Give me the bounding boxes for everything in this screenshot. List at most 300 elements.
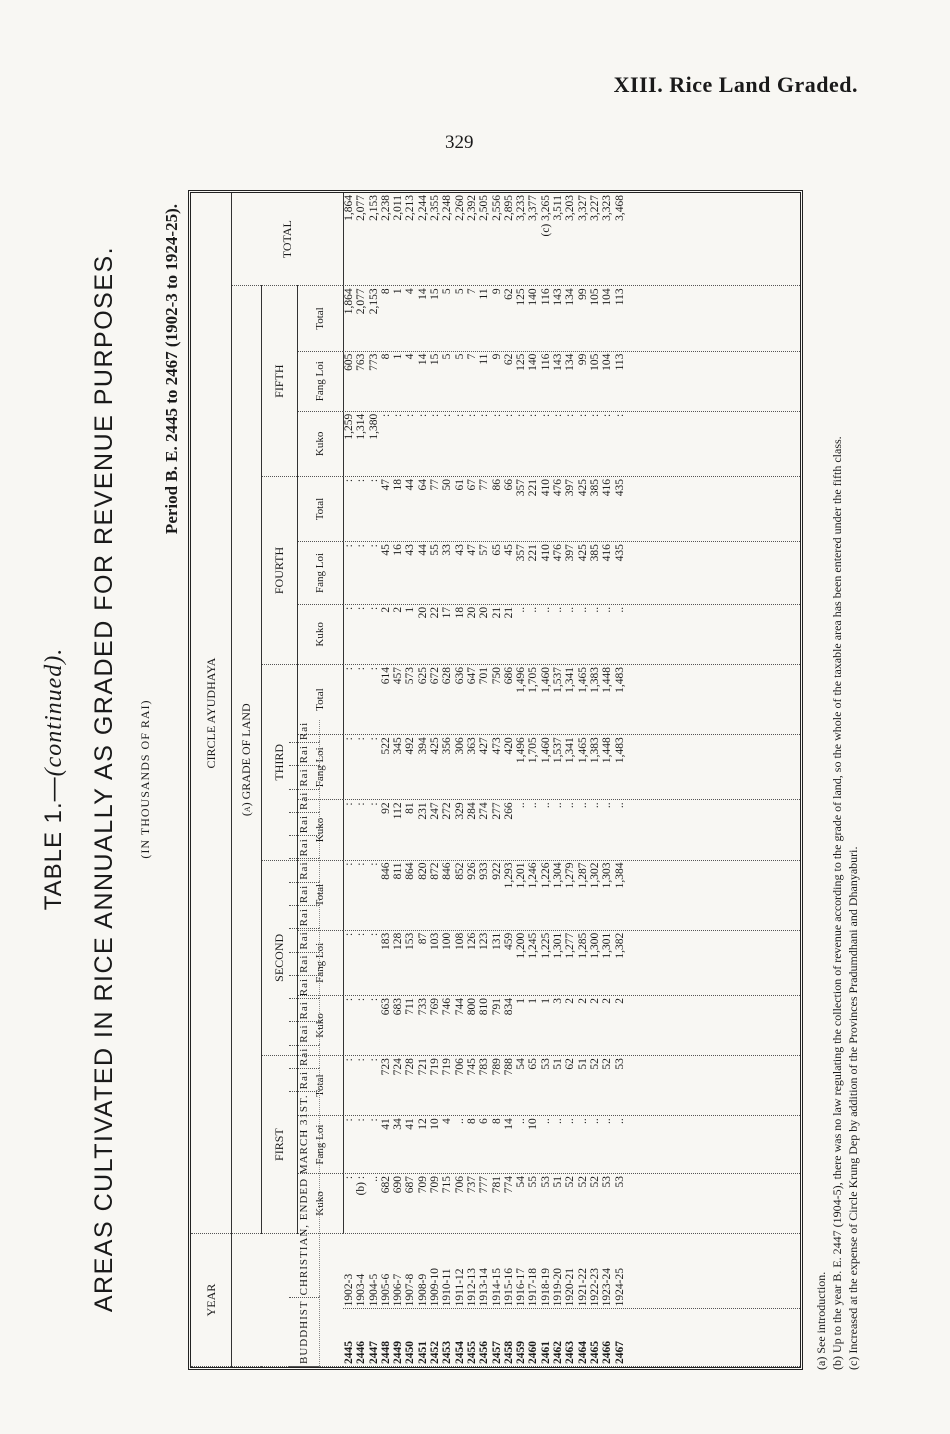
table-cell: 65 [490, 544, 503, 556]
table-cell: 744 [453, 997, 466, 1016]
table-cell: 8 [490, 1118, 503, 1125]
table-cell: 1,304 [552, 862, 565, 889]
table-cell: 2 [613, 997, 626, 1004]
table-cell: 427 [478, 737, 491, 755]
table-cell: 1,465 [576, 737, 589, 764]
column-fourth-total [343, 476, 800, 541]
table-cell: : [416, 413, 429, 417]
table-cell: 2458 [502, 1341, 515, 1364]
unit-label: Rai [289, 859, 320, 882]
table-cell: 87 [416, 932, 429, 945]
table-cell: 140 [527, 353, 540, 371]
column-second-total [343, 860, 800, 930]
table-cell: : [613, 413, 626, 417]
table-cell: 922 [490, 862, 503, 880]
table-cell: : [367, 932, 380, 936]
table-cell: 686 [502, 666, 515, 685]
table-cell: 345 [392, 737, 405, 755]
christian-header: CHRISTIAN, ENDED MARCH 31ST. [289, 1092, 320, 1298]
grade-fourth: FOURTH [261, 476, 297, 664]
table-cell: 6 [478, 1118, 491, 1125]
unit-label: Rai [289, 882, 320, 905]
table-cell: 522 [379, 737, 392, 755]
table-cell: 2,077 [355, 195, 368, 221]
table-cell: 810 [478, 997, 491, 1016]
table-cell: 53 [601, 1175, 614, 1188]
table-cell: 1,226 [539, 862, 552, 889]
table-cell: 104 [601, 353, 614, 371]
table-cell: .. [601, 1118, 614, 1125]
table-cell: 51 [576, 1058, 589, 1070]
column-buddhist [343, 1309, 800, 1367]
footnote-a: (a) See introduction. [814, 1271, 828, 1370]
table-cell: 116 [539, 353, 552, 371]
table-cell: 1,460 [539, 737, 552, 764]
table-cell: 231 [416, 802, 429, 820]
grade-header: (a) GRADE OF LAND [231, 286, 261, 1234]
unit-label: Rai [289, 789, 320, 812]
table-cell: 1,537 [552, 737, 565, 764]
table-cell: 852 [453, 862, 466, 880]
table-cell: 44 [416, 544, 429, 556]
unit-label: Rai [289, 929, 320, 952]
table-cell: 61 [453, 478, 466, 491]
table-cell: 43 [453, 544, 466, 556]
table-cell: 1,341 [564, 737, 577, 764]
section-header: XIII. Rice Land Graded. [613, 72, 858, 97]
table-cell: 247 [429, 802, 442, 820]
table-cell: 1906-7 [392, 1273, 405, 1307]
table-cell: : [588, 413, 601, 417]
table-cell: 1911-12 [453, 1268, 466, 1307]
table-cell: 2 [588, 997, 601, 1004]
table-cell: 53 [613, 1175, 626, 1188]
table-cell: 2446 [355, 1341, 368, 1364]
table-cell: 1,302 [588, 862, 601, 889]
table-cell: .. [576, 802, 589, 809]
table-cell: 1,300 [588, 932, 601, 959]
table-cell: 1,382 [613, 932, 626, 959]
table-cell: .. [515, 1118, 528, 1125]
table-cell: 1,383 [588, 666, 601, 693]
table-cell: 100 [441, 932, 454, 950]
table-cell: 2464 [576, 1341, 589, 1364]
table-cell: .. [367, 1175, 380, 1182]
footnote-b: (b) Up to the year B. E. 2447 (1904-5), there was no law regulating the collection of revenue according to the grade of land, so the whole of the taxable area has been entered under the fifth class. [830, 436, 844, 1370]
table-cell: 22 [429, 606, 442, 619]
table-cell: : [343, 997, 355, 1002]
table-cell: .. [613, 802, 626, 809]
table-cell: : [343, 932, 355, 936]
table-cell: 1,705 [527, 666, 540, 693]
table-cell: 721 [416, 1058, 429, 1076]
table-cell: 2449 [392, 1341, 405, 1364]
table-cell: 105 [588, 353, 601, 371]
table-cell: 1,483 [613, 737, 626, 764]
table-cell: 1,864 [343, 195, 355, 221]
table-cell: .. [588, 802, 601, 809]
table-cell: : [564, 413, 577, 417]
table-cell: 277 [490, 802, 503, 820]
footnotes [814, 190, 862, 1370]
table-cell: 1,314 [355, 413, 368, 440]
table-cell: 1922-23 [588, 1268, 601, 1307]
subcol-first-total: Total [297, 1056, 343, 1116]
table-cell: : [355, 802, 368, 806]
table-cell: 103 [429, 932, 442, 950]
table-cell: (c) 3,265 [539, 195, 552, 237]
table-cell: 1,448 [601, 666, 614, 693]
table-cell: 724 [392, 1058, 405, 1076]
table-cell: 864 [404, 862, 417, 880]
table-cell: 2,248 [441, 195, 454, 221]
column-third-kuko [343, 800, 800, 860]
table-cell: 92 [379, 802, 392, 814]
table-cell: : [392, 413, 405, 417]
table-cell: 701 [478, 666, 491, 685]
table-cell: 573 [404, 666, 417, 685]
table-cell: 385 [588, 544, 601, 562]
unit-label: Rai [289, 1069, 320, 1092]
table-cell: 126 [465, 932, 478, 950]
column-first-total [343, 1056, 800, 1116]
table-cell: 86 [490, 478, 503, 491]
table-cell: 10 [429, 1118, 442, 1130]
table-cell: .. [613, 1118, 626, 1125]
table-cell: 266 [502, 802, 515, 820]
table-cell: 763 [355, 353, 368, 371]
table-cell: 99 [576, 353, 589, 366]
table-cell: 476 [552, 478, 565, 497]
table-cell: 2451 [416, 1341, 429, 1364]
table-cell: : [367, 802, 380, 806]
table-cell: 459 [502, 932, 515, 950]
table-cell: 8 [465, 1118, 478, 1125]
column-second-kuko [343, 995, 800, 1055]
table-cell: 2 [392, 606, 405, 613]
table-cell: .. [539, 802, 552, 809]
table-cell: 492 [404, 737, 417, 755]
column-fifth-fang [343, 351, 800, 411]
table-cell: 723 [379, 1058, 392, 1076]
table-cell: 769 [429, 997, 442, 1016]
table-cell: 11 [478, 288, 491, 300]
table-cell: 1921-22 [576, 1268, 589, 1307]
table-cell: 4 [404, 288, 417, 295]
table-cell: 2452 [429, 1341, 442, 1364]
table-cell: 33 [441, 544, 454, 556]
table-title [40, 164, 68, 1394]
table-cell: 476 [552, 544, 565, 562]
subcol-second-fang-loi: Fang Loi [297, 930, 343, 995]
table-cell: 1,293 [502, 862, 515, 889]
table-cell: 21 [490, 606, 503, 619]
table-cell: 1,465 [576, 666, 589, 693]
table-cell: : [355, 932, 368, 936]
table-cell: : [343, 606, 355, 611]
table-cell: 5 [453, 288, 466, 295]
table-cell: : [490, 413, 503, 417]
table-cell: 2457 [490, 1341, 503, 1364]
table-cell: 55 [429, 544, 442, 556]
column-grand-total [343, 193, 800, 286]
table-cell: : [515, 413, 528, 417]
table-cell: (b) : [355, 1175, 368, 1196]
table-cell: 435 [613, 544, 626, 562]
table-cell: 719 [429, 1058, 442, 1076]
table-cell: .. [588, 606, 601, 613]
table-cell: 62 [502, 353, 515, 366]
unit-label: Rai [289, 720, 320, 743]
table-cell: 2,153 [367, 195, 380, 221]
table-cell: 18 [453, 606, 466, 619]
table-cell: 1 [392, 288, 405, 295]
column-first-kuko [343, 1173, 800, 1233]
table-cell: 1 [392, 353, 405, 360]
table-cell: 777 [478, 1175, 491, 1194]
table-cell: 45 [379, 544, 392, 556]
table-cell: 397 [564, 544, 577, 562]
table-cell: 7 [465, 288, 478, 295]
table-cell: 53 [613, 1058, 626, 1070]
table-cell: 1,303 [601, 862, 614, 889]
table-cell: 357 [515, 544, 528, 562]
table-cell: .. [564, 606, 577, 613]
table-cell: 108 [453, 932, 466, 950]
table-cell: 4 [404, 353, 417, 360]
table-cell: 3,327 [576, 195, 589, 221]
table-cell: 1,384 [613, 862, 626, 889]
table-cell: : [367, 478, 380, 483]
table-cell: 872 [429, 862, 442, 880]
table-cell: 2 [576, 997, 589, 1004]
subcol-second-total: Total [297, 860, 343, 930]
table-cell: 783 [478, 1058, 491, 1076]
table-cell: 1919-20 [552, 1268, 565, 1307]
table-cell: 737 [465, 1175, 478, 1194]
subcol-fourth-fang-loi: Fang Loi [297, 542, 343, 605]
unit-label: Rai [289, 1045, 320, 1068]
table-cell: : [367, 544, 380, 548]
table-cell: 62 [502, 288, 515, 300]
table-cell: 2,011 [392, 195, 405, 221]
table-cell: 728 [404, 1058, 417, 1076]
table-cell: 2467 [613, 1341, 626, 1364]
table-cell: 54 [515, 1058, 528, 1070]
table-cell: 15 [429, 353, 442, 366]
table-cell: : [367, 737, 380, 741]
table-cell: : [355, 737, 368, 741]
table-cell: : [576, 413, 589, 417]
table-cell: 8 [379, 288, 392, 295]
table-cell: 17 [441, 606, 454, 619]
table-cell: 363 [465, 737, 478, 755]
table-cell: 1,483 [613, 666, 626, 693]
table-cell: 1,460 [539, 666, 552, 693]
table-cell: 1912-13 [465, 1268, 478, 1307]
table-cell: 2,895 [502, 195, 515, 221]
table-title-suffix: (continued). [41, 647, 67, 777]
table-cell: : [343, 862, 355, 866]
table-cell: 125 [515, 353, 528, 371]
table-cell: 77 [478, 478, 491, 491]
table-cell: 811 [392, 862, 405, 880]
table-cell: 62 [564, 1058, 577, 1070]
table-cell: : [601, 413, 614, 417]
table-cell: : [367, 862, 380, 866]
grade-second: SECOND [261, 860, 297, 1056]
table-cell: 1904-5 [367, 1273, 380, 1307]
table-cell: 1909-10 [429, 1268, 442, 1307]
table-cell: 1,864 [343, 288, 355, 315]
table-cell: 1 [404, 606, 417, 613]
table-cell: 3,323 [601, 195, 614, 221]
table-cell: 1,201 [515, 862, 528, 889]
table-cell: 745 [465, 1058, 478, 1076]
table-cell: 50 [441, 478, 454, 491]
table-cell: 2,505 [478, 195, 491, 221]
table-cell: 435 [613, 478, 626, 497]
table-cell: .. [527, 606, 540, 613]
table-cell: 47 [465, 544, 478, 556]
table-cell: 2,213 [404, 195, 417, 221]
table-cell: 34 [392, 1118, 405, 1130]
column-fifth-kuko [343, 411, 800, 476]
table-cell: 672 [429, 666, 442, 685]
table-cell: 719 [441, 1058, 454, 1076]
table-cell: 81 [404, 802, 417, 814]
period-label: Period B. E. 2445 to 2467 (1902-3 to 1924-25). [162, 204, 181, 535]
table-subtitle: AREAS CULTIVATED IN RICE ANNUALLY AS GRADED FOR REVENUE PURPOSES. [90, 245, 118, 1313]
table-cell: 1 [539, 997, 552, 1004]
table-cell: 2,077 [355, 288, 368, 315]
table-cell: 2455 [465, 1341, 478, 1364]
table-cell: 112 [392, 802, 405, 820]
table-cell: 1,496 [515, 737, 528, 764]
table-cell: 284 [465, 802, 478, 820]
column-christian [343, 1234, 800, 1309]
table-cell: 473 [490, 737, 503, 755]
table-cell: 1924-25 [613, 1268, 626, 1307]
table-cell: 2,260 [453, 195, 466, 221]
table-cell: 789 [490, 1058, 503, 1076]
table-cell: : [355, 997, 368, 1002]
table-cell: 143 [552, 353, 565, 371]
table-cell: 8 [379, 353, 392, 360]
table-cell: 14 [502, 1118, 515, 1130]
table-cell: 52 [576, 1175, 589, 1188]
table-cell: 647 [465, 666, 478, 685]
table-cell: 1916-17 [515, 1268, 528, 1307]
footnote-c: (c) Increased at the expense of Circle Krung Dep by addition of the Provinces Pradumdhani and Dhanyaburi. [846, 846, 860, 1370]
table-cell: 834 [502, 997, 515, 1016]
table-cell: 125 [515, 288, 528, 306]
rotated-table-page [40, 164, 910, 1394]
table-cell: .. [515, 606, 528, 613]
table-cell: 1,341 [564, 666, 577, 693]
table-cell: 625 [416, 666, 429, 685]
table-cell: .. [601, 606, 614, 613]
table-cell: 53 [539, 1175, 552, 1188]
table-cell: 614 [379, 666, 392, 685]
table-cell: 425 [576, 544, 589, 562]
table-cell: 3,511 [552, 195, 565, 221]
subcol-fourth-kuko: Kuko [297, 604, 343, 664]
table-cell: : [355, 478, 368, 483]
table-cell: 746 [441, 997, 454, 1016]
table-cell: : [355, 1118, 368, 1122]
table-cell: .. [588, 1118, 601, 1125]
table-cell: : [367, 666, 380, 671]
table-cell: 43 [404, 544, 417, 556]
table-cell: 1,245 [527, 932, 540, 959]
table-cell: 5 [441, 353, 454, 360]
table-cell: : [343, 737, 355, 741]
table-cell: 1920-21 [564, 1268, 577, 1307]
table-cell: 153 [404, 932, 417, 950]
table-cell: : [343, 478, 355, 483]
table-cell: 750 [490, 666, 503, 685]
table-title-prefix: TABLE 1.— [40, 776, 67, 911]
unit-label: Rai [289, 1022, 320, 1045]
table-cell: 773 [367, 353, 380, 371]
table-cell: 2 [601, 997, 614, 1004]
table-frame [188, 190, 803, 1370]
table-cell: 51 [552, 1058, 565, 1070]
table-cell: 1,287 [576, 862, 589, 889]
table-cell: 52 [588, 1058, 601, 1070]
table-cell: 143 [552, 288, 565, 306]
subcol-fifth-kuko: Kuko [297, 411, 343, 476]
subcol-first-kuko: Kuko [297, 1173, 343, 1233]
table-cell: : [367, 606, 380, 611]
table-cell: 709 [429, 1175, 442, 1194]
table-cell: 113 [613, 353, 626, 371]
table-cell: .. [601, 802, 614, 809]
table-cell: 1914-15 [490, 1268, 503, 1307]
table-cell: 605 [343, 353, 355, 371]
table-cell: 636 [453, 666, 466, 685]
table-cell: 791 [490, 997, 503, 1016]
table-cell: 52 [601, 1058, 614, 1070]
table-cell: 41 [379, 1118, 392, 1130]
column-fourth-kuko [343, 604, 800, 664]
table-cell: 134 [564, 353, 577, 371]
table-cell: 12 [416, 1118, 429, 1130]
unit-label: Rai [289, 836, 320, 859]
table-cell: 356 [441, 737, 454, 755]
unit-label: Rai [289, 975, 320, 998]
table-cell: 54 [515, 1175, 528, 1188]
table-cell: .. [564, 1118, 577, 1125]
rice-land-table [191, 193, 800, 1367]
table-cell: : [441, 413, 454, 417]
column-third-fang [343, 735, 800, 800]
table-cell: 274 [478, 802, 491, 820]
table-cell: 1 [515, 997, 528, 1004]
table-cell: 134 [564, 288, 577, 306]
table-cell: 52 [564, 1175, 577, 1188]
subcol-fourth-total: Total [297, 476, 343, 541]
table-cell: 682 [379, 1175, 392, 1194]
table-cell: 11 [478, 353, 491, 365]
table-cell: .. [552, 802, 565, 809]
unit-label: Rai [289, 743, 320, 766]
table-cell: 1905-6 [379, 1273, 392, 1307]
table-cell: 1,301 [601, 932, 614, 959]
table-cell: 1,277 [564, 932, 577, 959]
table-cell: 2450 [404, 1341, 417, 1364]
